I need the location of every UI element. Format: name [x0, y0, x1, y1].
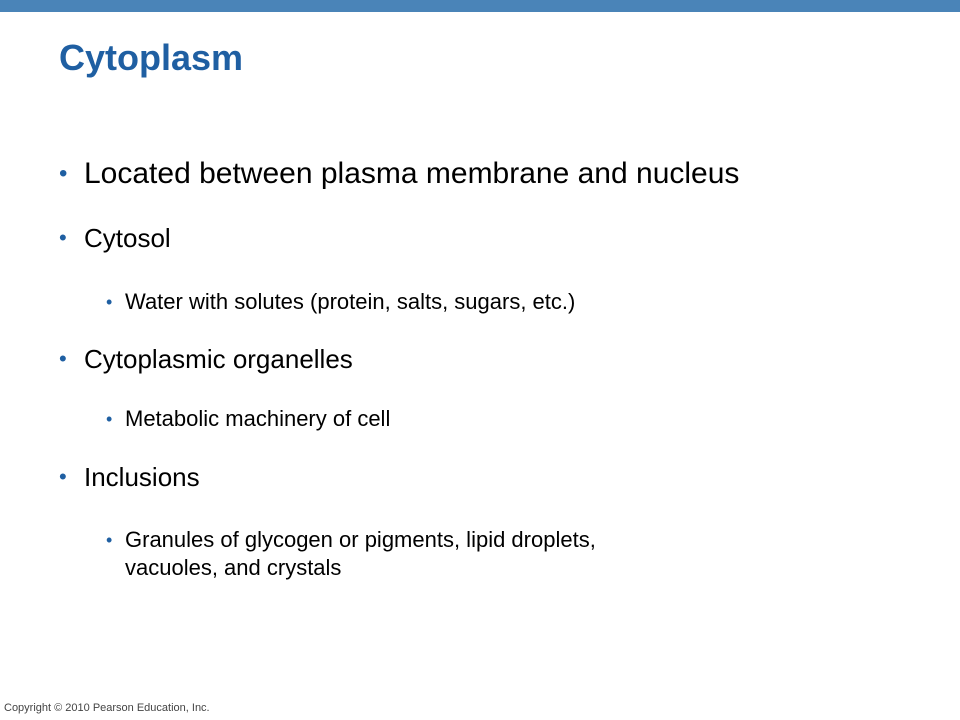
bullet-text-line-2: vacuoles, and crystals — [125, 555, 342, 580]
bullet-dot-icon: • — [106, 292, 113, 312]
bullet-dot-icon: • — [59, 225, 67, 250]
bullet-level1-inclusions — [59, 461, 200, 493]
bullet-text: Inclusions — [84, 462, 200, 492]
bullet-dot-icon: • — [59, 160, 68, 187]
bullet-level2-water — [106, 288, 576, 316]
copyright-footer: Copyright © 2010 Pearson Education, Inc. — [4, 702, 210, 714]
bullet-dot-icon: • — [106, 409, 113, 429]
bullet-level1-location — [59, 156, 740, 192]
slide-title: Cytoplasm — [59, 37, 244, 78]
bullet-text-line-1: Granules of glycogen or pigments, lipid droplets, — [125, 527, 596, 552]
bullet-text: Metabolic machinery of cell — [125, 406, 391, 431]
bullet-level1-cytosol — [59, 222, 171, 254]
bullet-text: Cytoplasmic organelles — [84, 344, 353, 374]
bullet-text: Cytosol — [84, 223, 171, 253]
bullet-level2-granules — [106, 526, 596, 582]
bullet-text: Water with solutes (protein, salts, sugars, etc.) — [125, 289, 576, 314]
bullet-dot-icon: • — [59, 464, 67, 489]
bullet-text: Located between plasma membrane and nucleus — [84, 157, 740, 190]
bullet-level2-metabolic — [106, 405, 391, 433]
bullet-dot-icon: • — [106, 530, 113, 550]
bullet-dot-icon: • — [59, 346, 67, 371]
bullet-level1-organelles — [59, 343, 353, 375]
